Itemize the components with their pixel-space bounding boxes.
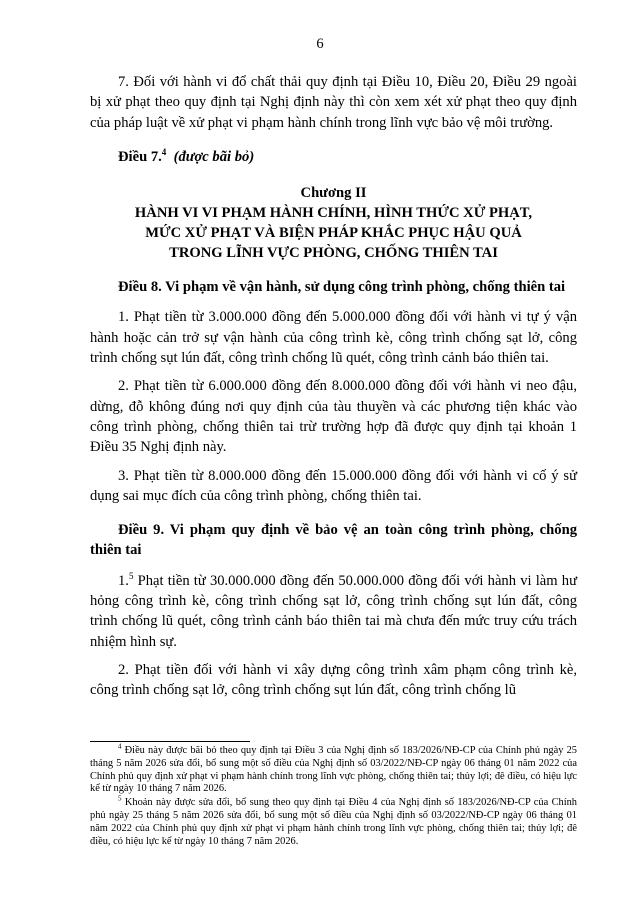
article-7-label: Điều 7. bbox=[118, 148, 162, 165]
article-7-heading bbox=[90, 147, 577, 167]
article-9-heading: Điều 9. Vi phạm quy định về bảo vệ an toàn công trình phòng, chống thiên tai bbox=[90, 522, 577, 559]
chapter-line-2: MỨC XỬ PHẠT VÀ BIỆN PHÁP KHẮC PHỤC HẬU QUẢ bbox=[145, 225, 522, 242]
footnote-ref-5[interactable]: 5 bbox=[128, 570, 134, 581]
article-8-clause-3: 3. Phạt tiền từ 8.000.000 đồng đến 15.000.000 đồng đối với hành vi cố ý sử dụng sai mục đích của công trình phòng, chống thiên tai. bbox=[90, 467, 577, 504]
article-8-clause-2: 2. Phạt tiền từ 6.000.000 đồng đến 8.000.000 đồng đối với hành vi neo đậu, dừng, đỗ không đúng nơi quy định của tàu thuyền và các phương tiện khác vào công trình phòng, chống thiên tai trừ trường hợp đã được quy định tại khoản 1 Điều 35 Nghị định này. bbox=[90, 378, 577, 456]
footnotes-section bbox=[90, 741, 577, 849]
article-8-clause-1: 1. Phạt tiền từ 3.000.000 đồng đến 5.000.000 đồng đối với hành vi tự ý vận hành hoặc cản trở sự vận hành của công trình kè, công trình chống sạt lở, công trình chống sụt lún đất, công trình chống lũ quét, công trình cảnh báo thiên tai. bbox=[90, 309, 577, 367]
footnote-4 bbox=[90, 742, 577, 796]
footnote-5-mark: 5 bbox=[118, 794, 122, 803]
article-8-heading: Điều 8. Vi phạm về vận hành, sử dụng công trình phòng, chống thiên tai bbox=[118, 279, 566, 296]
footnote-divider bbox=[90, 741, 250, 742]
article-7-note: (được bãi bỏ) bbox=[173, 148, 255, 165]
footnote-5-text: Khoản này được sửa đổi, bổ sung theo quy định tại Điều 4 của Nghị định số 183/2026/NĐ-CP của Chính phủ ngày 25 tháng 5 năm 2026 sửa đổi, bổ sung một số điều của Nghị định số 03/2022/NĐ-CP ngày 06 tháng 01 năm 2022 của Chính phủ quy định xử phạt vi phạm hành chính trong lĩnh vực phòng, chống thiên tai; thủy lợi; đê điều, có hiệu lực kể từ ngày 10 tháng 7 năm 2026. bbox=[90, 797, 577, 847]
page-number: 6 bbox=[316, 36, 324, 52]
chapter-line-3: TRONG LĨNH VỰC PHÒNG, CHỐNG THIÊN TAI bbox=[169, 245, 498, 262]
article-9-clause-2: 2. Phạt tiền đối với hành vi xây dựng công trình xâm phạm công trình kè, công trình chống sạt lở, công trình chống sụt lún đất, công trình chống lũ bbox=[90, 661, 577, 699]
footnote-4-text: Điều này được bãi bỏ theo quy định tại Điều 3 của Nghị định số 183/2026/NĐ-CP của Chính phủ ngày 25 tháng 5 năm 2026 sửa đổi, bổ sung một số điều của Nghị định số 03/2022/NĐ-CP ngày 06 tháng 01 năm 2022 của Chính phủ quy định xử phạt vi phạm hành chính trong lĩnh vực phòng, chống thiên tai; thủy lợi; đê điều, có hiệu lực kể từ ngày 10 tháng 7 năm 2026. bbox=[90, 745, 577, 795]
footnote-4-mark: 4 bbox=[118, 742, 122, 751]
footnote-ref-4[interactable]: 4 bbox=[161, 147, 167, 158]
article-9-clause-1-number: 1. bbox=[118, 572, 129, 589]
chapter-heading bbox=[90, 183, 577, 263]
article-9-clause-1-text: Phạt tiền từ 30.000.000 đồng đến 50.000.000 đồng đối với hành vi làm hư hỏng công trình kè, công trình chống sạt lở, công trình chống sụt lún đất, công trình chống lũ quét, công trình cảnh báo thiên tai mà chưa đến mức truy cứu trách nhiệm hình sự. bbox=[90, 572, 577, 650]
footnote-5 bbox=[90, 794, 577, 848]
chapter-title: Chương II bbox=[300, 185, 367, 202]
chapter-line-1: HÀNH VI VI PHẠM HÀNH CHÍNH, HÌNH THỨC XỬ PHẠT, bbox=[134, 205, 533, 222]
document-body bbox=[90, 72, 577, 709]
clause-7-paragraph: 7. Đối với hành vi đổ chất thải quy định tại Điều 10, Điều 20, Điều 29 ngoài bị xử phạt theo quy định tại Nghị định này thì còn xem xét xử phạt theo quy định của pháp luật về xử phạt vi phạm hành chính trong lĩnh vực bảo vệ môi trường. bbox=[90, 74, 577, 131]
article-9-clause-1 bbox=[90, 571, 577, 652]
